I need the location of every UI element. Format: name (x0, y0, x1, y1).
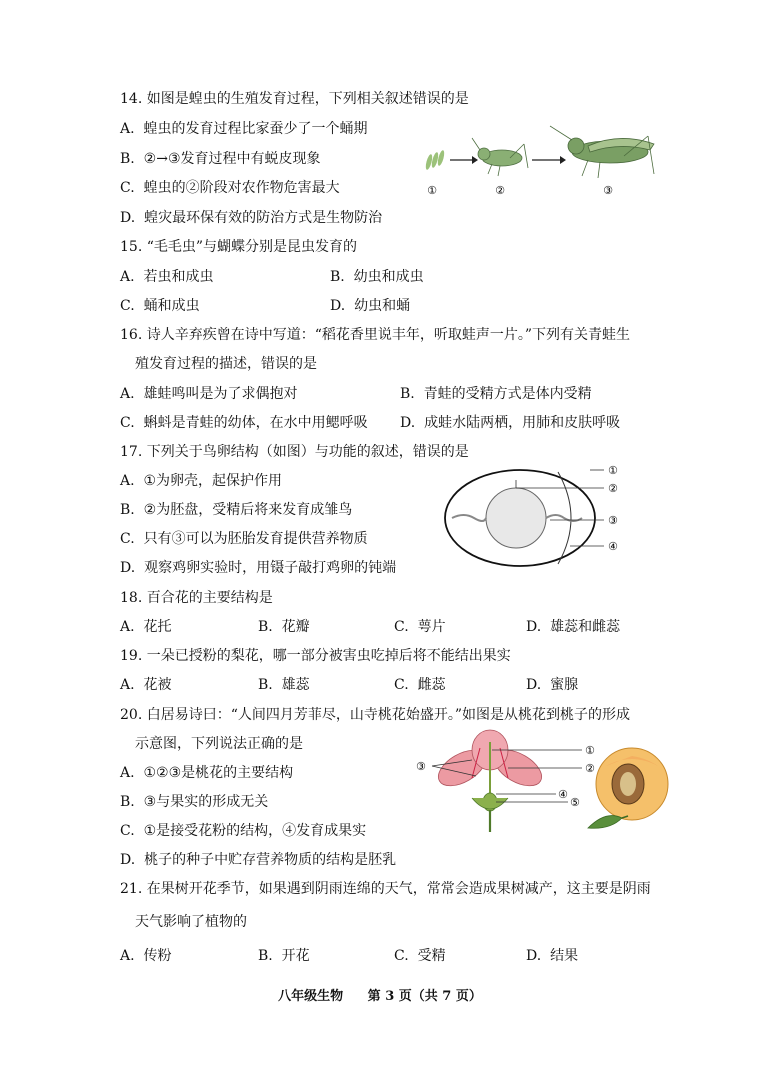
nymph-stage-icon (472, 138, 528, 176)
q21-option-d: D. 结果 (526, 948, 579, 964)
fig17-label-4: ④ (608, 540, 618, 553)
q17-option-c: C. 只有③可以为胚胎发育提供营养物质 (120, 531, 368, 547)
q17-option-b: B. ②为胚盘，受精后将来发育成雏鸟 (120, 502, 353, 518)
egg-stage-icon (425, 150, 446, 171)
fig17-label-2: ② (608, 482, 618, 495)
q14-option-c: C. 蝗虫的②阶段对农作物危害最大 (120, 180, 340, 196)
question-21-stem: 21. 在果树开花季节，如果遇到阴雨连绵的天气，常常会造成果树减产，这主要是阴雨 (120, 881, 651, 897)
question-14-stem: 14. 如图是蝗虫的生殖发育过程，下列相关叙述错误的是 (120, 91, 469, 107)
fig14-label-1: ① (427, 184, 437, 197)
yolk-circle (486, 488, 546, 548)
question-20-stem: 20. 白居易诗曰：“人间四月芳菲尽，山寺桃花始盛开。”如图是从桃花到桃子的形成 (120, 707, 631, 723)
q20-option-d: D. 桃子的种子中贮存营养物质的结构是胚乳 (120, 852, 397, 868)
q16-option-c: C. 蝌蚪是青蛙的幼体，在水中用鳃呼吸 (120, 415, 368, 431)
q20-option-b: B. ③与果实的形成无关 (120, 794, 269, 810)
q20-option-a: A. ①②③是桃花的主要结构 (120, 765, 294, 781)
peach-flower-icon (432, 730, 547, 832)
fig17-label-1: ① (608, 464, 618, 477)
question-20-stem-cont: 示意图，下列说法正确的是 (135, 736, 303, 752)
fig20-label-5: ⑤ (570, 796, 580, 809)
question-16-stem: 16. 诗人辛弃疾曾在诗中写道：“稻花香里说丰年，听取蛙声一片。”下列有关青蛙生 (120, 327, 631, 343)
q14-option-b: B. ②→③发育过程中有蜕皮现象 (120, 151, 321, 167)
question-16-stem-cont: 殖发育过程的描述，错误的是 (135, 356, 317, 372)
fig14-label-3: ③ (603, 184, 613, 197)
q15-option-d: D. 幼虫和蛹 (330, 298, 411, 314)
q20-option-c: C. ①是接受花粉的结构，④发育成果实 (120, 823, 367, 839)
q19-option-a: A. 花被 (120, 677, 172, 693)
q21-option-a: A. 传粉 (120, 948, 172, 964)
adult-stage-icon (550, 126, 654, 178)
q16-option-d: D. 成蛙水陆两栖，用肺和皮肤呼吸 (400, 415, 621, 431)
fig14-label-2: ② (495, 184, 505, 197)
q15-option-c: C. 蛹和成虫 (120, 298, 200, 314)
q18-option-c: C. 萼片 (394, 619, 446, 635)
peach-fruit-icon (588, 748, 668, 828)
grasshopper-development-figure (420, 122, 660, 202)
q17-option-a: A. ①为卵壳，起保护作用 (120, 473, 283, 489)
q18-option-a: A. 花托 (120, 619, 172, 635)
footer-page-number: 第 3 页（共 7 页） (367, 989, 482, 1004)
q14-option-a: A. 蝗虫的发育过程比家蚕少了一个蛹期 (120, 121, 368, 137)
question-21-stem-cont: 天气影响了植物的 (135, 914, 247, 930)
fig20-label-2: ② (585, 762, 595, 775)
question-15-stem: 15. “毛毛虫”与蝴蝶分别是昆虫发育的 (120, 239, 358, 255)
bird-egg-structure-figure (440, 460, 630, 570)
footer-subject: 八年级生物 (278, 989, 344, 1004)
fig17-label-3: ③ (608, 514, 618, 527)
q14-option-d: D. 蝗灾最环保有效的防治方式是生物防治 (120, 210, 383, 226)
q21-option-b: B. 开花 (258, 948, 310, 964)
q19-option-d: D. 蜜腺 (526, 677, 579, 693)
fig20-label-4: ④ (558, 788, 568, 801)
fig20-label-1: ① (585, 744, 595, 757)
question-17-stem: 17. 下列关于鸟卵结构（如图）与功能的叙述，错误的是 (120, 444, 469, 460)
question-19-stem: 19. 一朵已授粉的梨花，哪一部分被害虫吃掉后将不能结出果实 (120, 648, 511, 664)
q16-option-a: A. 雄蛙鸣叫是为了求偶抱对 (120, 386, 298, 402)
q15-option-a: A. 若虫和成虫 (120, 269, 214, 285)
q15-option-b: B. 幼虫和成虫 (330, 269, 424, 285)
q17-option-d: D. 观察鸡卵实验时，用镊子敲打鸡卵的钝端 (120, 560, 397, 576)
q21-option-c: C. 受精 (394, 948, 446, 964)
q16-option-b: B. 青蛙的受精方式是体内受精 (400, 386, 592, 402)
peach-flower-fruit-figure (410, 728, 680, 836)
q19-option-b: B. 雄蕊 (258, 677, 310, 693)
q18-option-b: B. 花瓣 (258, 619, 310, 635)
question-18-stem: 18. 百合花的主要结构是 (120, 590, 273, 606)
page-footer (0, 985, 760, 1004)
q18-option-d: D. 雄蕊和雌蕊 (526, 619, 621, 635)
q19-option-c: C. 雌蕊 (394, 677, 446, 693)
fig20-label-3: ③ (416, 760, 426, 773)
